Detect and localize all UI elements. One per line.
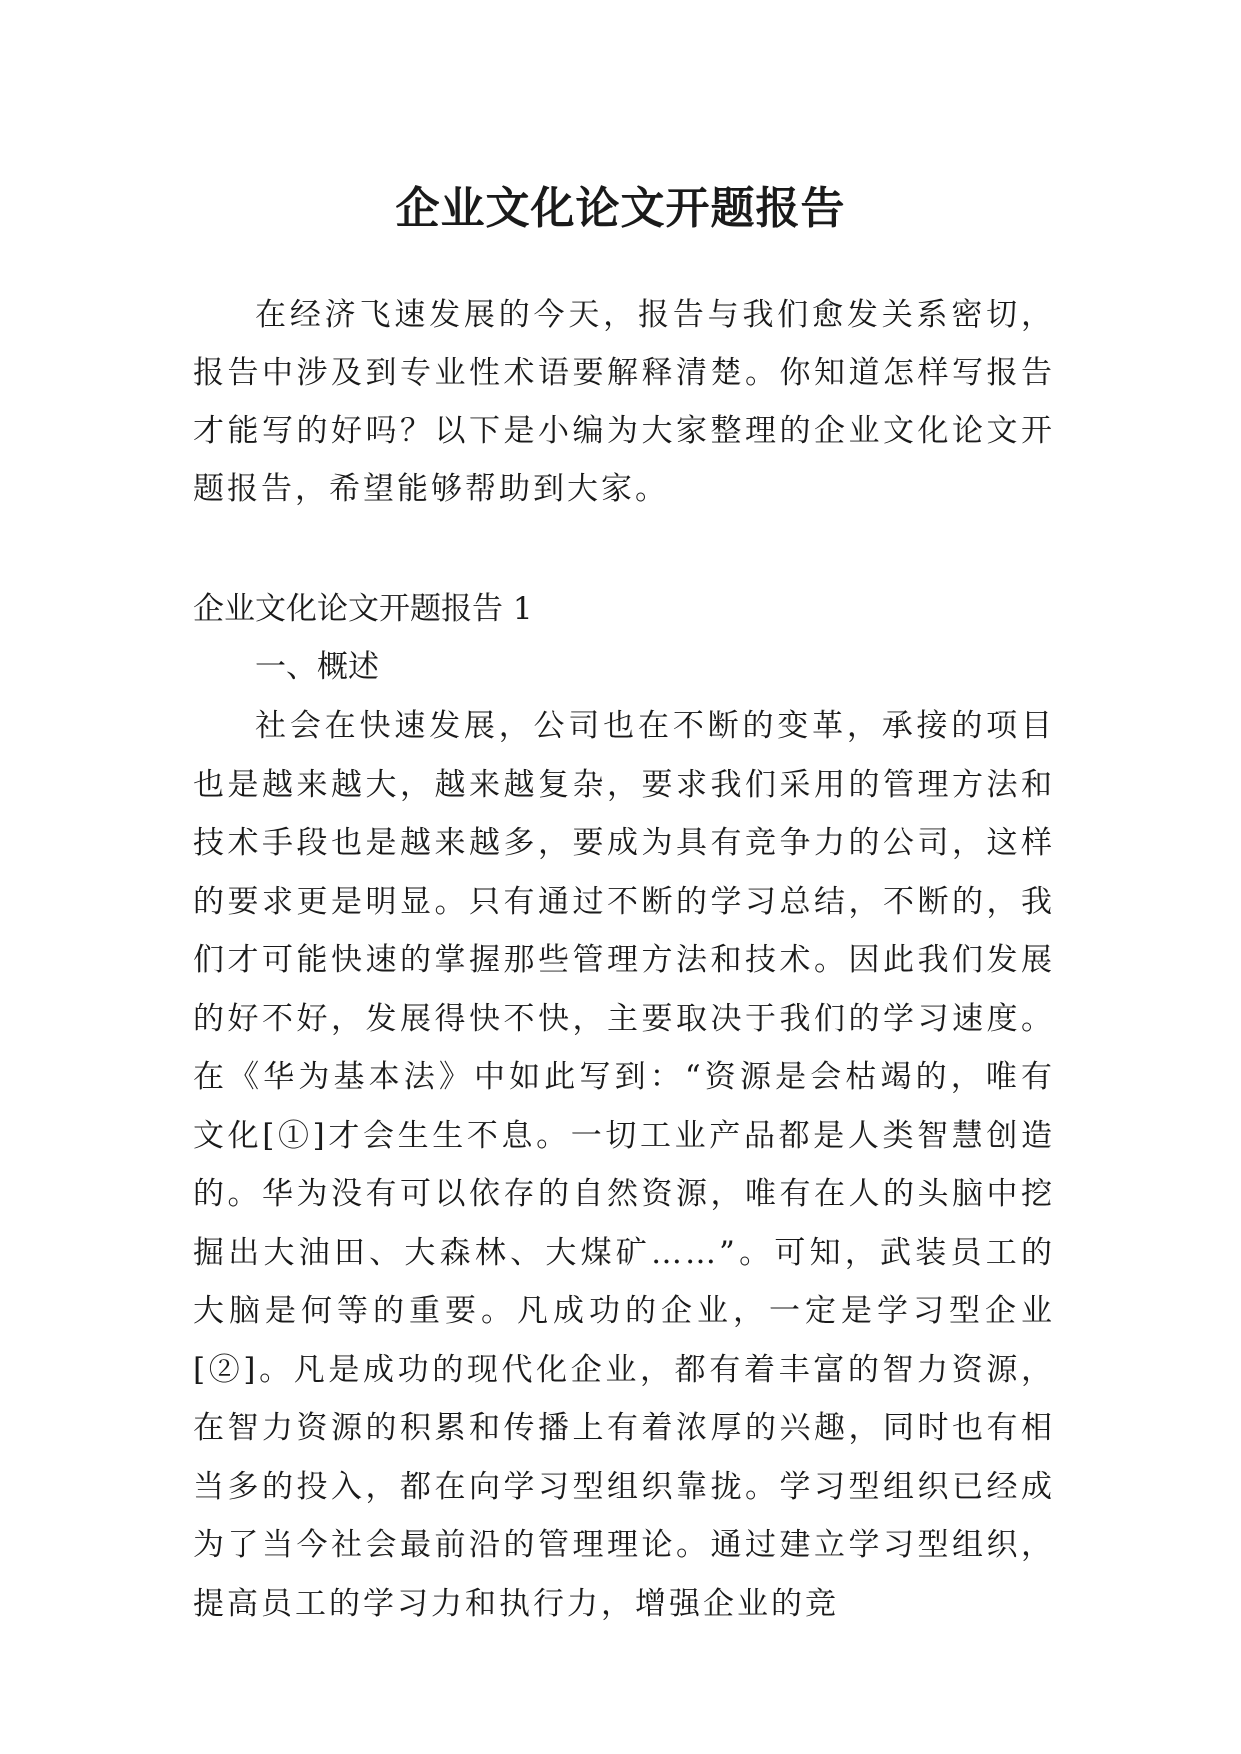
intro-paragraph: 在经济飞速发展的今天，报告与我们愈发关系密切，报告中涉及到专业性术语要解释清楚。你知道怎样写报告才能写的好吗？以下是小编为大家整理的企业文化论文开题报告，希望能够帮助到大家。: [193, 297, 1055, 507]
body-paragraph: 社会在快速发展，公司也在不断的变革，承接的项目也是越来越大，越来越复杂，要求我们采用的管理方法和技术手段也是越来越多，要成为具有竞争力的公司，这样的要求更是明显。只有通过不断的学习总结，不断的，我们才可能快速的掌握那些管理方法和技术。因此我们发展的好不好，发展得快不快，主要取决于我们的学习速度。在《华为基本法》中如此写到：“资源是会枯竭的，唯有文化[①]才会生生不息。一切工业产品都是人类智慧创造的。华为没有可以依存的自然资源，唯有在人的头脑中挖掘出大油田、大森林、大煤矿……”。可知，武装员工的大脑是何等的重要。凡成功的企业，一定是学习型企业[②]。凡是成功的现代化企业，都有着丰富的智力资源，在智力资源的积累和传播上有着浓厚的兴趣，同时也有相当多的投入，都在向学习型组织靠拢。学习型组织已经成为了当今社会最前沿的管理理论。通过建立学习型组织，提高员工的学习力和执行力，增强企业的竞: [193, 708, 1055, 1622]
subheading-overview: 一、概述: [255, 649, 379, 685]
section-title: 企业文化论文开题报告 1: [193, 591, 533, 627]
document-title: 企业文化论文开题报告: [395, 183, 846, 235]
